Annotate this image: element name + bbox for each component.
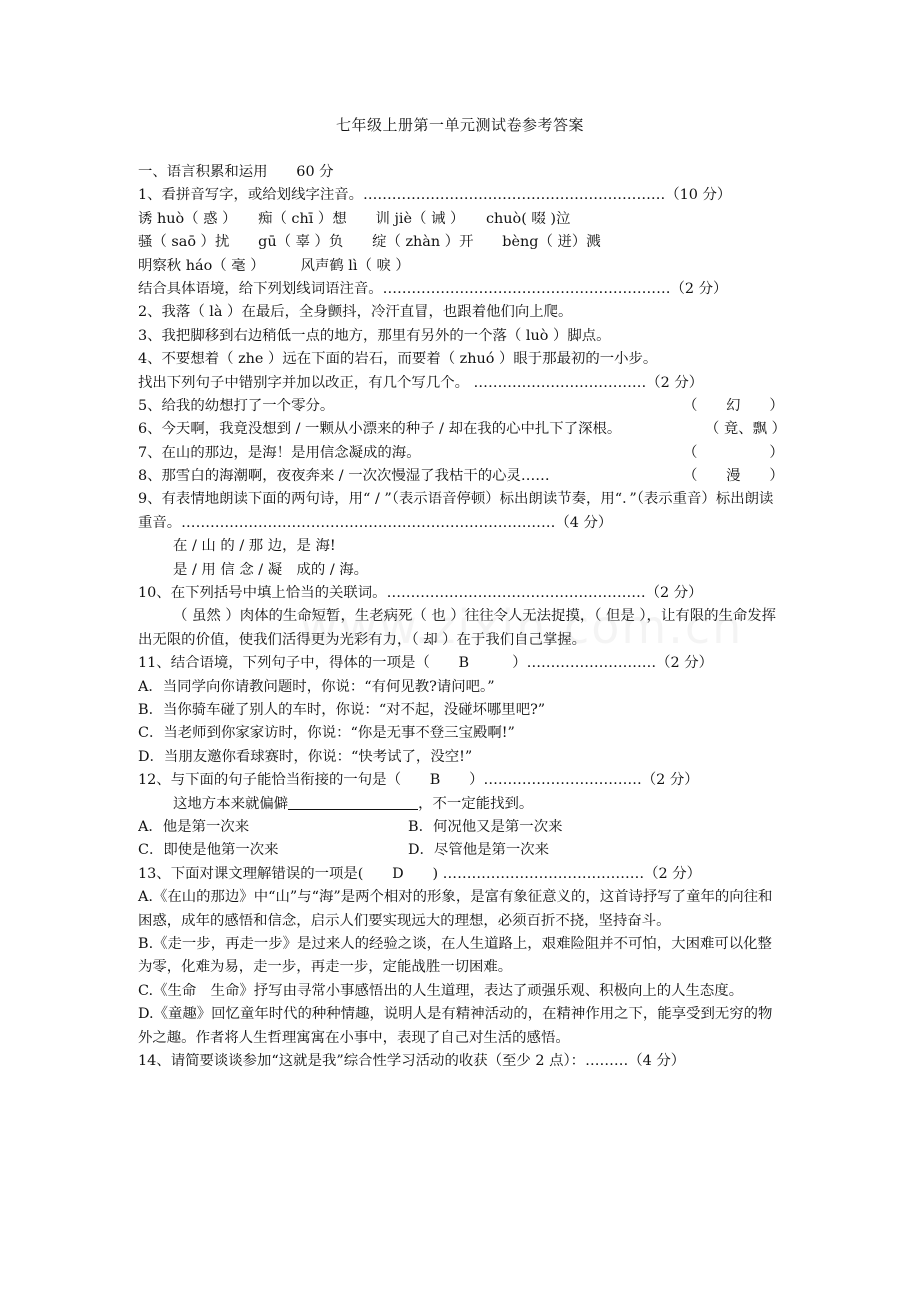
question-text: 6、今天啊，我竟没想到 / 一颗从小漂来的种子 / 却在我的心中扎下了深根。: [138, 421, 622, 438]
options-row: [138, 816, 786, 839]
option-b: B．何况他又是第一次来: [408, 819, 563, 835]
question-text: 7、在山的那边，是海！是用信念凝成的海。: [138, 444, 421, 461]
sentence-end: ，不一定能找到。: [418, 795, 534, 812]
answer-box: （ ）: [683, 444, 784, 461]
question-14: 14、请简要谈谈参加“这就是我”综合性学习活动的收获（至少 2 点）：………（4 分）: [138, 1053, 686, 1070]
question-7: [138, 442, 786, 465]
question-9: 9、有表情地朗读下面的两句诗，用“ / ”（表示语音停顿）标出朗读节奏，用“．”（表示重音）标出朗读重音。……………………………………………………………………（4 分）: [138, 491, 774, 531]
question-5: [138, 395, 786, 418]
question-10-paragraph: （ 虽然 ）肉体的生命短暂，生老病死（ 也 ）往往令人无法捉摸，（ 但是 ），让有限的生命发挥出无限的价值，使我们活得更为光彩有力，（ 却 ）在于我们自己掌握。: [138, 608, 777, 648]
question-text: 8、那雪白的海潮啊，夜夜奔来 / 一次次慢湿了我枯干的心灵……: [138, 468, 550, 485]
option-c: C.《生命 生命》抒写由寻常小事感悟出的人生道理，表达了顽强乐观、积极向上的人生态度。: [138, 982, 744, 999]
question-4: 4、不要想着（ zhe ）远在下面的岩石，而要着（ zhuó ）眼于那最初的一小步。: [138, 351, 658, 368]
document-body: [138, 161, 786, 1073]
option-a: A．当同学向你请教问题时，你说：“有何见教?请问吧。”: [138, 678, 495, 695]
answer-line: 明察秋 háo（ 毫 ） 风声鹤 lì（ 唳 ）: [138, 257, 410, 274]
question-8: [138, 465, 786, 488]
option-b: B．当你骑车碰了别人的车时，你说：“对不起，没碰坏哪里吧?”: [138, 702, 546, 719]
question-2: 2、我落（ là ）在最后，全身颤抖，冷汗直冒，也跟着他们向上爬。: [138, 304, 573, 321]
section-heading: 一、语言积累和运用 60 分: [138, 164, 334, 180]
answer-line: 骚（ saō ）扰 gū（ 辜 ）负 绽（ zhàn ）开 bèng（ 迸）溅: [138, 234, 601, 251]
option-d: D．尽管他是第一次来: [408, 842, 550, 859]
answer-line: 诱 huò（ 惑 ） 痴（ chī ）想 训 jiè（ 诫 ） chuò( 啜 )泣: [138, 210, 571, 227]
question-intro: 结合具体语境，给下列划线词语注音。……………………………………………………（2 分）: [138, 280, 728, 297]
question-3: 3、我把脚移到右边稍低一点的地方，那里有另外的一个落（ luò ）脚点。: [138, 327, 611, 344]
option-a: A．他是第一次来: [138, 819, 250, 835]
option-d: D．当朋友邀你看球赛时，你说：“快考试了，没空!”: [138, 748, 473, 765]
question-intro: 找出下列句子中错别字并加以改正，有几个写几个。 ………………………………（2 分）: [138, 374, 704, 391]
option-b: B.《走一步，再走一步》是过来人的经验之谈，在人生道路上，艰难险阻并不可怕，大困难可以化整为零，化难为易，走一步，再走一步，定能战胜一切困难。: [138, 935, 772, 976]
fill-blank: [288, 795, 418, 810]
question-11: 11、结合语境，下列句子中，得体的一项是（ B ）………………………（2 分）: [138, 655, 714, 672]
question-text: 5、给我的幼想打了一个零分。: [138, 397, 335, 414]
question-13: 13、下面对课文理解错误的一项是( D ) ……………………………………（2 分）: [138, 865, 702, 882]
option-a: A.《在山的那边》中“山”与“海”是两个相对的形象，是富有象征意义的，这首诗抒写了童年的向往和困惑，成年的感悟和信念，启示人们要实现远大的理想，必须百折不挠，坚持奋斗。: [138, 889, 773, 929]
option-c: C．即使是他第一次来: [138, 842, 279, 859]
option-c: C．当老师到你家家访时，你说：“你是无事不登三宝殿啊!”: [138, 725, 515, 742]
answer-box: （ 漫 ）: [683, 468, 784, 485]
question-10: 10、在下列括号中填上恰当的关联词。………………………………………………（2 分）: [138, 585, 703, 602]
option-d: D.《童趣》回忆童年时代的种种情趣，说明人是有精神活动的，在精神作用之下，能享受到无穷的物外之趣。作者将人生哲理寓寓在小事中，表现了自己对生活的感悟。: [138, 1006, 773, 1046]
question-1: 1、看拼音写字，或给划线字注音。………………………………………………………（10 分）: [138, 187, 732, 204]
options-row: [138, 839, 786, 862]
poem-line: 是 / 用 信 念 / 凝 成的 / 海。: [173, 561, 369, 578]
question-12: 12、与下面的句子能恰当衔接的一句是（ B ）……………………………（2 分）: [138, 772, 699, 789]
question-12-sentence: [138, 793, 786, 816]
sentence-start: 这地方本来就偏僻: [173, 795, 289, 812]
poem-line: 在 / 山 的 / 那 边，是 海!: [173, 538, 336, 555]
answer-box: （ 幻 ）: [683, 397, 784, 414]
page-title: 七年级上册第一单元测试卷参考答案: [335, 116, 584, 134]
answer-box: （ 竟、飘 ）: [704, 421, 786, 438]
question-6: [138, 418, 786, 441]
